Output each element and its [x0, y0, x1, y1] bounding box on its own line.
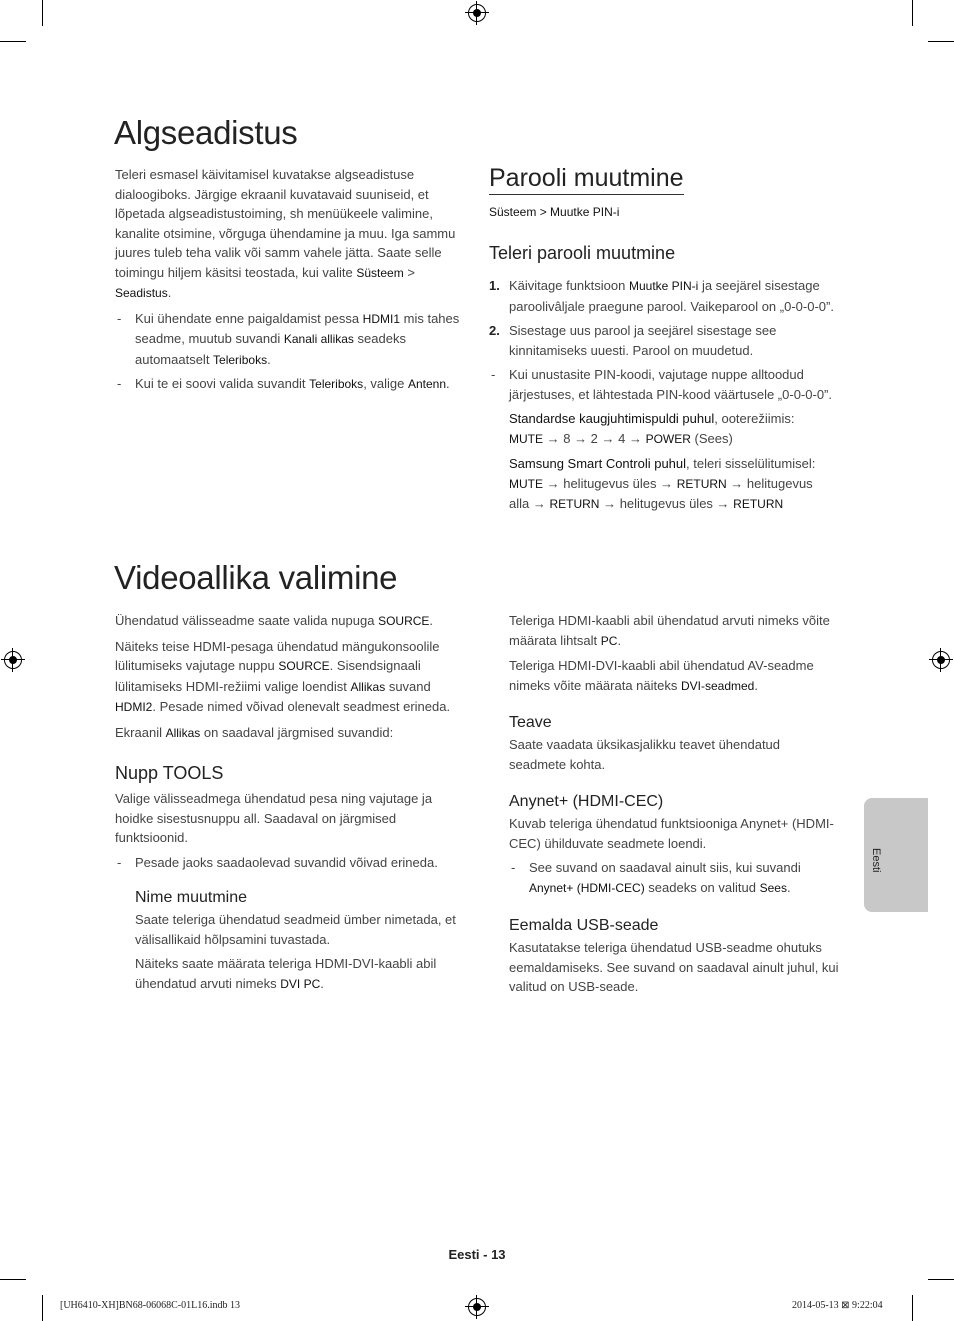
- tools-title: Nupp TOOLS: [115, 763, 224, 783]
- rename-text: Saate teleriga ühendatud seadmeid ümber nimetada, et välisallikaid hõlpsamini tuvastada.: [135, 912, 456, 947]
- note-item: - See suvand on saadaval ainult siis, kui suvandi Anynet+ (HDMI-CEC) seadeks on valitud Sees.: [509, 858, 839, 898]
- section-title-source: Videoallika valimine: [114, 559, 398, 596]
- breadcrumb: Süsteem > Muutke PIN-i: [489, 205, 620, 219]
- usb-text: Kasutatakse teleriga ühendatud USB-seadme ohutuks eemaldamiseks. See suvand on saadaval ainult juhul, kui valitud on USB-seade.: [509, 940, 839, 994]
- crop-mark: [0, 41, 26, 42]
- subsection-title: Teleri parooli muutmine: [489, 243, 676, 263]
- page-number: Eesti - 13: [448, 1247, 506, 1262]
- crop-mark: [928, 1279, 954, 1280]
- note-item: - Kui te ei soovi valida suvandit Teleriboks, valige Antenn.: [115, 374, 460, 395]
- anynet-title: Anynet+ (HDMI-CEC): [509, 793, 664, 810]
- source-right-column: [509, 611, 839, 997]
- registration-mark-icon: [468, 1298, 486, 1316]
- note-item: - Kui ühendate enne paigaldamist pessa HDMI1 mis tahes seadme, muutub suvandi Kanali allikas seadeks automaatselt Teleriboks.: [115, 309, 460, 371]
- step-item: 1. Käivitage funktsioon Muutke PIN-i ja seejärel sisestage paroolivâljale praegune parool. Vaikeparool on „0-0-0-0”.: [489, 278, 834, 314]
- crop-mark: [42, 0, 43, 26]
- source-left-column: [115, 611, 460, 994]
- step-item: 2. Sisestage uus parool ja seejärel sisestage see kinnitamiseks uuesti. Parool on muudetud.: [489, 323, 777, 358]
- rename-title: Nime muutmine: [135, 889, 248, 906]
- source-text: Näiteks teise HDMI-pesaga ühendatud mängukonsoolile lülitumiseks vajutage nuppu SOURCE. Sisendsignaali lülitamiseks HDMI-režiimi valige loendist Allikas suvand HDMI2. Pesade nimed võivad olenevalt seadmest erineda.: [115, 638, 451, 714]
- info-text: Saate vaadata üksikasjalikku teavet ühendatud seadmete kohta.: [509, 737, 781, 772]
- section-title-password: Parooli muutmine: [489, 164, 684, 195]
- crop-mark: [0, 1279, 26, 1280]
- note-item: - Pesade jaoks saadaolevad suvandid võivad erineda.: [115, 853, 460, 873]
- crop-mark: [912, 0, 913, 26]
- source-text: Ühendatud välisseadme saate valida nupuga SOURCE.: [115, 613, 434, 628]
- usb-title: Eemalda USB-seade: [509, 917, 659, 934]
- crop-mark: [912, 1295, 913, 1321]
- registration-mark-icon: [932, 651, 950, 669]
- tools-text: Valige välisseadmega ühendatud pesa ning vajutage ja hoidke sisestusnuppu all. Saadaval on järgmised funktsioonid.: [115, 791, 433, 845]
- intro-section: [115, 165, 460, 395]
- page-title: Algseadistus: [114, 114, 298, 151]
- language-tab: Eesti: [864, 798, 928, 912]
- crop-mark: [42, 1295, 43, 1321]
- print-date: 2014-05-13 ⊠ 9:22:04: [792, 1300, 883, 1311]
- rename-text: Näiteks saate määrata teleriga HDMI-DVI-kaabli abil ühendatud arvuti nimeks DVI PC.: [135, 956, 437, 991]
- smart-control-sequence: Samsung Smart Controli puhul, teleri sisselülitumisel: MUTE → helitugevus üles → RETURN → helitugevus alla → RETURN → helitugevus üles → RETURN: [509, 456, 816, 511]
- remote-sequence: Standardse kaugjuhtimispuldi puhul, ooterežiimis: MUTE → 8 → 2 → 4 → POWER (Sees): [509, 411, 795, 446]
- crop-mark: [928, 41, 954, 42]
- registration-mark-icon: [468, 4, 486, 22]
- intro-text: Teleri esmasel käivitamisel kuvatakse algseadistuse dialoogiboks. Järgige ekraanil kuvatavaid suuniseid, et lõpetada algseadistustoiming, sh menüükeele valimine, kanalite otsimine, võrguga ühendamine ja muu. Iga sammu juures tuleb teha valik või samm vahele jätta. Saate selle toimingu hiljem käsitsi teostada, kui valite Süsteem > Seadistus.: [115, 167, 456, 300]
- info-title: Teave: [509, 714, 552, 731]
- file-info: [UH6410-XH]BN68-06068C-01L16.indb 13: [60, 1300, 240, 1311]
- note-item: - Kui unustasite PIN-koodi, vajutage nuppe alltoodud järjestuses, et lähtestada PIN-kood väärtusele „0-0-0-0”.: [489, 365, 834, 404]
- steps-list: [489, 276, 834, 515]
- rename-text: Teleriga HDMI-kaabli abil ühendatud arvuti nimeks võite määrata lihtsalt PC.: [509, 613, 830, 648]
- anynet-text: Kuvab teleriga ühendatud funktsiooniga Anynet+ (HDMI-CEC) ühilduvate seadmete loendi.: [509, 816, 834, 851]
- rename-text: Teleriga HDMI-DVI-kaabli abil ühendatud AV-seadme nimeks võite määrata näiteks DVI-seadmed.: [509, 658, 814, 693]
- source-text: Ekraanil Allikas on saadaval järgmised suvandid:: [115, 724, 394, 740]
- registration-mark-icon: [4, 651, 22, 669]
